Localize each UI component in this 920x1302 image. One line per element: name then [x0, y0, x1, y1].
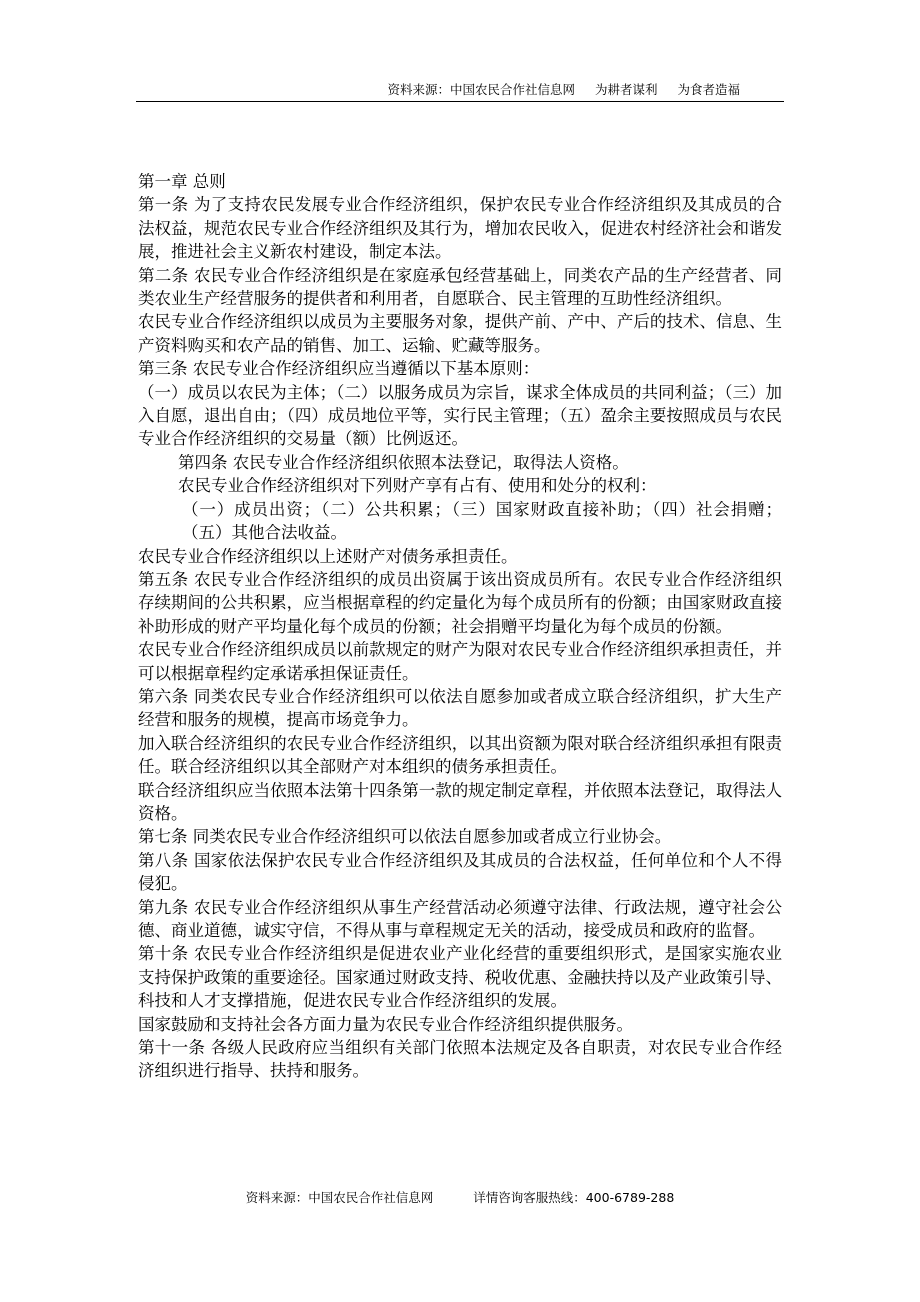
- article-11: 第十一条 各级人民政府应当组织有关部门依照本法规定及各自职责，对农民专业合作经济组织进行指导、扶持和服务。: [138, 1038, 782, 1081]
- article-4-items: （一）成员出资；（二）公共积累；（三）国家财政直接补助；（四）社会捐赠；（五）其他合法收益。: [182, 499, 782, 543]
- page-footer: [200, 1188, 720, 1206]
- page-header: [300, 80, 740, 98]
- article-5-para-2: 农民专业合作经济组织成员以前款规定的财产为限对农民专业合作经济组织承担责任，并可以根据章程约定承诺承担保证责任。: [138, 640, 782, 683]
- footer-hotline: 详情咨询客服热线：400-6789-288: [473, 1190, 675, 1205]
- chapter-title: 第一章 总则: [138, 172, 226, 191]
- article-6: 第六条 同类农民专业合作经济组织可以依法自愿参加或者成立联合经济组织，扩大生产经营和服务的规模，提高市场竞争力。: [138, 686, 782, 730]
- article-10: 第十条 农民专业合作经济组织是促进农业产业化经营的重要组织形式，是国家实施农业支持保护政策的重要途径。国家通过财政支持、税收优惠、金融扶持以及产业政策引导、科技和人才支撑措施，促进农民专业合作经济组织的发展。: [138, 944, 782, 1011]
- article-3-principles: （一）成员以农民为主体；（二）以服务成员为宗旨，谋求全体成员的共同利益；（三）加入自愿，退出自由；（四）成员地位平等，实行民主管理；（五）盈余主要按照成员与农民专业合作经济组织的交易量（额）比例返还。: [138, 382, 782, 449]
- article-10-para-2: 国家鼓励和支持社会各方面力量为农民专业合作经济组织提供服务。: [138, 1014, 633, 1034]
- article-4-para-4: 农民专业合作经济组织以上述财产对债务承担责任。: [138, 546, 518, 566]
- article-6-para-2: 加入联合经济组织的农民专业合作经济组织，以其出资额为限对联合经济组织承担有限责任。联合经济组织以其全部财产对本组织的债务承担责任。: [138, 733, 782, 777]
- header-slogan-1: 为耕者谋利: [594, 82, 658, 97]
- article-2: 第二条 农民专业合作经济组织是在家庭承包经营基础上，同类农产品的生产经营者、同类农业生产经营服务的提供者和利用者，自愿联合、民主管理的互助性经济组织。: [138, 265, 782, 309]
- header-rule: [136, 101, 784, 102]
- article-6-para-3: 联合经济组织应当依照本法第十四条第一款的规定制定章程，并依照本法登记，取得法人资格。: [138, 780, 782, 823]
- footer-source: 资料来源：中国农民合作社信息网: [245, 1190, 434, 1205]
- article-2-para-2: 农民专业合作经济组织以成员为主要服务对象，提供产前、产中、产后的技术、信息、生产资料购买和农产品的销售、加工、运输、贮藏等服务。: [138, 312, 782, 355]
- article-8: 第八条 国家依法保护农民专业合作经济组织及其成员的合法权益，任何单位和个人不得侵犯。: [138, 850, 782, 894]
- header-slogan-2: 为食者造福: [677, 82, 740, 97]
- document-body: [138, 170, 782, 1083]
- article-3: 第三条 农民专业合作经济组织应当遵循以下基本原则：: [138, 359, 540, 379]
- article-7: 第七条 同类农民专业合作经济组织可以依法自愿参加或者成立行业协会。: [138, 827, 672, 847]
- article-1: 第一条 为了支持农民发展专业合作经济组织，保护农民专业合作经济组织及其成员的合法权益，规范农民专业合作经济组织及其行为，增加农民收入，促进农村经济社会和谐发展，推进社会主义新农村建设，制定本法。: [138, 195, 782, 262]
- header-source: 资料来源：中国农民合作社信息网: [387, 82, 575, 97]
- article-4-para-2: 农民专业合作经济组织对下列财产享有占有、使用和处分的权利：: [178, 476, 657, 496]
- article-4: 第四条 农民专业合作经济组织依照本法登记，取得法人资格。: [178, 452, 629, 472]
- article-5: 第五条 农民专业合作经济组织的成员出资属于该出资成员所有。农民专业合作经济组织存续期间的公共积累，应当根据章程的约定量化为每个成员所有的份额；由国家财政直接补助形成的财产平均量化每个成员的份额；社会捐赠平均量化为每个成员的份额。: [138, 569, 782, 636]
- article-9: 第九条 农民专业合作经济组织从事生产经营活动必须遵守法律、行政法规，遵守社会公德、商业道德，诚实守信，不得从事与章程规定无关的活动，接受成员和政府的监督。: [138, 897, 782, 940]
